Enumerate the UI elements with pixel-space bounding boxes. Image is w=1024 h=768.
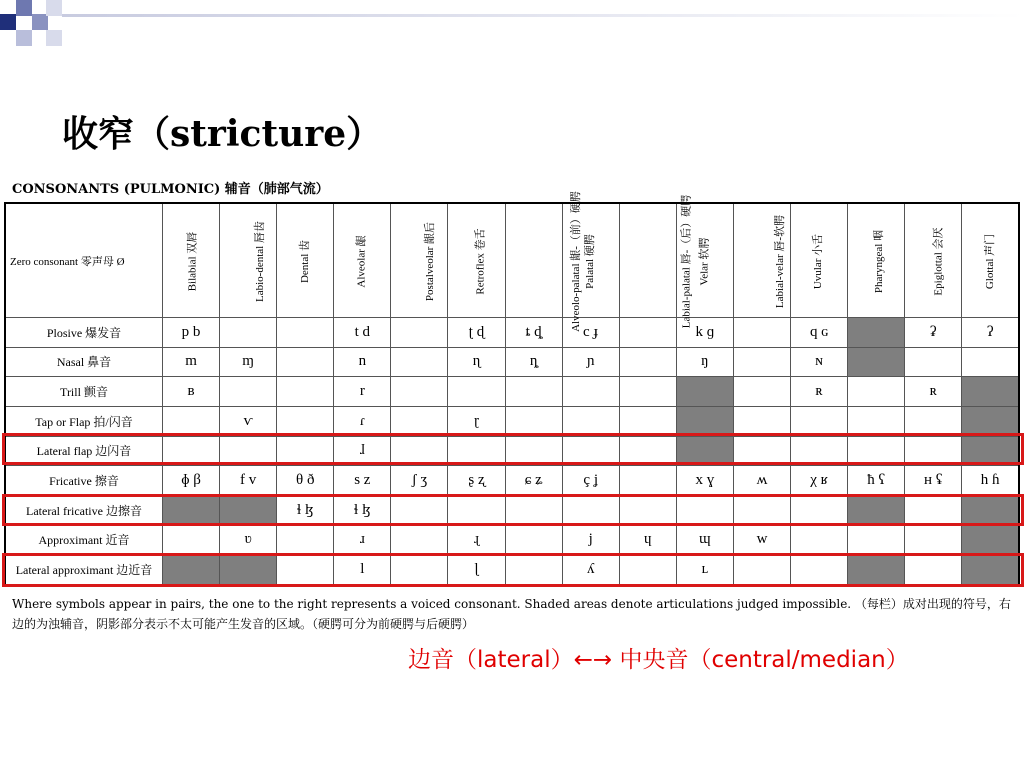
symbol-cell: ɴ <box>791 347 848 377</box>
column-header <box>220 203 277 318</box>
symbol-cell <box>391 347 448 377</box>
table-row <box>5 525 1019 555</box>
symbol-cell <box>277 347 334 377</box>
table-note: Where symbols appear in pairs, the one to the right represents a voiced consonant. Shaded areas denote articulations judged impossible. （每栏）成对出现的符号，右边的为浊辅音，阴影部分表示不太可能产生发音的区域。（硬腭可分为前硬腭与后硬腭） <box>12 597 1011 631</box>
row-header: Fricative 擦音 <box>5 466 163 496</box>
symbol-cell <box>277 377 334 407</box>
symbol-cell: ȵ <box>505 347 562 377</box>
column-header-label: Labial-palatal 唇-（后）硬腭 <box>680 194 692 329</box>
row-header: Trill 颤音 <box>5 377 163 407</box>
lateral-flap-highlight <box>2 433 1024 465</box>
symbol-cell: c ɟ <box>562 318 619 348</box>
symbol-cell: ɸ β <box>163 466 220 496</box>
symbol-cell <box>163 406 220 436</box>
symbol-cell <box>619 406 676 436</box>
symbol-cell <box>791 406 848 436</box>
symbol-cell: ħ ʕ <box>848 466 905 496</box>
column-header-label: Alveolar 龈 <box>355 235 368 288</box>
column-header-label: Palatal 硬腭 <box>584 234 597 289</box>
symbol-cell: θ ð <box>277 466 334 496</box>
ipa-consonant-table <box>4 191 1020 586</box>
symbol-cell: ʀ <box>905 377 962 407</box>
symbol-cell <box>619 377 676 407</box>
symbol-cell <box>277 525 334 555</box>
zero-consonant-label: Zero consonant 零声母 Ø <box>5 203 163 318</box>
symbol-cell: ⱱ <box>220 406 277 436</box>
shaded-cell <box>676 406 733 436</box>
table-caption: CONSONANTS (PULMONIC) 辅音（肺部气流） <box>12 182 329 197</box>
symbol-cell: ȶ ȡ <box>505 318 562 348</box>
symbol-cell: j <box>562 525 619 555</box>
column-header-label: Epiglottal 会厌 <box>932 227 945 296</box>
row-header: Approximant 近音 <box>5 525 163 555</box>
symbol-cell: m <box>163 347 220 377</box>
symbol-cell: p b <box>163 318 220 348</box>
symbol-cell <box>619 347 676 377</box>
corner-decoration <box>0 0 1024 60</box>
shaded-cell <box>848 347 905 377</box>
symbol-cell: ɰ <box>676 525 733 555</box>
symbol-cell: ɥ <box>619 525 676 555</box>
symbol-cell <box>505 406 562 436</box>
symbol-cell: ɬ ɮ <box>277 495 334 525</box>
symbol-cell: ɱ <box>220 347 277 377</box>
column-header <box>391 203 448 318</box>
symbol-cell: ʍ <box>733 466 790 496</box>
column-header <box>733 203 790 318</box>
symbol-cell <box>905 406 962 436</box>
column-header <box>277 203 334 318</box>
symbol-cell: ʃ ʒ <box>391 466 448 496</box>
shaded-cell <box>676 377 733 407</box>
column-header-label: Uvular 小舌 <box>812 233 825 290</box>
row-header: Lateral flap 边闪音 <box>5 436 163 466</box>
column-header <box>791 203 848 318</box>
row-header: Plosive 爆发音 <box>5 318 163 348</box>
symbol-cell: ɕ ʑ <box>505 466 562 496</box>
column-header <box>905 203 962 318</box>
column-header <box>848 203 905 318</box>
symbol-cell: ʙ <box>163 377 220 407</box>
lateral-fricative-highlight <box>2 494 1024 526</box>
symbol-cell <box>505 377 562 407</box>
symbol-cell: ɺ <box>334 436 391 466</box>
symbol-cell: l <box>334 555 391 586</box>
column-header <box>163 203 220 318</box>
symbol-cell: ʜ ʢ <box>905 466 962 496</box>
column-header-label: Alveolo-palatal 龈-（前）硬腭 <box>569 191 582 332</box>
symbol-cell <box>733 377 790 407</box>
symbol-cell <box>562 377 619 407</box>
symbol-cell: ʔ <box>962 318 1019 348</box>
symbol-cell: s z <box>334 466 391 496</box>
shaded-cell <box>848 318 905 348</box>
table-row <box>5 347 1019 377</box>
symbol-cell <box>277 406 334 436</box>
page-title: 收窄（stricture） <box>62 113 383 155</box>
symbol-cell: ʂ ʐ <box>448 466 505 496</box>
column-header-label: Glottal 声门 <box>983 233 996 290</box>
row-header: Lateral approximant 边近音 <box>5 555 163 586</box>
lateral-approximant-highlight <box>2 553 1024 587</box>
symbol-cell: x ɣ <box>676 466 733 496</box>
symbol-cell: r <box>334 377 391 407</box>
column-header-label: Dental 齿 <box>298 239 311 284</box>
symbol-cell <box>848 377 905 407</box>
symbol-cell <box>163 525 220 555</box>
symbol-cell <box>619 466 676 496</box>
symbol-cell: ɻ <box>448 525 505 555</box>
symbol-cell: ŋ <box>676 347 733 377</box>
symbol-cell <box>848 406 905 436</box>
symbol-cell <box>733 347 790 377</box>
symbol-cell: ɲ <box>562 347 619 377</box>
column-header-label: Postalveolar 龈后 <box>424 221 437 302</box>
symbol-cell <box>905 347 962 377</box>
shaded-cell <box>962 406 1019 436</box>
symbol-cell: f v <box>220 466 277 496</box>
symbol-cell: q ɢ <box>791 318 848 348</box>
symbol-cell: ɹ <box>334 525 391 555</box>
row-header: Lateral fricative 边擦音 <box>5 495 163 525</box>
symbol-cell: ɬ ɮ <box>334 495 391 525</box>
shaded-cell <box>962 525 1019 555</box>
column-header <box>448 203 505 318</box>
table-row <box>5 318 1019 348</box>
symbol-cell: ɾ <box>334 406 391 436</box>
symbol-cell <box>791 525 848 555</box>
symbol-cell <box>848 525 905 555</box>
column-header <box>334 203 391 318</box>
symbol-cell <box>220 377 277 407</box>
symbol-cell: t d <box>334 318 391 348</box>
column-header <box>962 203 1019 318</box>
symbol-cell <box>505 525 562 555</box>
symbol-cell: k ɡ <box>676 318 733 348</box>
symbol-cell <box>905 525 962 555</box>
symbol-cell <box>391 318 448 348</box>
symbol-cell: n <box>334 347 391 377</box>
symbol-cell <box>619 318 676 348</box>
row-header: Nasal 鼻音 <box>5 347 163 377</box>
row-header: Tap or Flap 拍/闪音 <box>5 406 163 436</box>
column-header <box>619 194 692 329</box>
symbol-cell: ç ʝ <box>562 466 619 496</box>
symbol-cell: ɭ <box>448 555 505 586</box>
symbol-cell: ʡ <box>905 318 962 348</box>
symbol-cell <box>733 318 790 348</box>
column-header-label: Bilabial 双唇 <box>186 231 199 292</box>
column-header-label: Retroflex 卷舌 <box>475 228 488 295</box>
column-header-label: Labial-velar 唇-软腭 <box>774 214 787 309</box>
lateral-central-caption: 边音（lateral）←→ 中央音（central/median） <box>408 647 909 673</box>
column-header-label: Labio-dental 唇齿 <box>254 221 267 302</box>
symbol-cell: w <box>733 525 790 555</box>
symbol-cell: ʋ <box>220 525 277 555</box>
symbol-cell: ɳ <box>448 347 505 377</box>
column-header-label: Pharyngeal 咽 <box>873 229 886 294</box>
symbol-cell <box>962 347 1019 377</box>
symbol-cell <box>220 318 277 348</box>
table-row <box>5 406 1019 436</box>
symbol-cell <box>391 406 448 436</box>
symbol-cell <box>391 377 448 407</box>
shaded-cell <box>962 377 1019 407</box>
symbol-cell: h ɦ <box>962 466 1019 496</box>
symbol-cell: ʈ ɖ <box>448 318 505 348</box>
symbol-cell <box>448 377 505 407</box>
symbol-cell <box>277 318 334 348</box>
table-row <box>5 377 1019 407</box>
symbol-cell: ɽ <box>448 406 505 436</box>
symbol-cell: ʀ <box>791 377 848 407</box>
symbol-cell: χ ʁ <box>791 466 848 496</box>
symbol-cell: ʎ <box>562 555 619 586</box>
symbol-cell <box>733 406 790 436</box>
table-row <box>5 466 1019 496</box>
symbol-cell <box>391 525 448 555</box>
column-header-label: Velar 软腭 <box>698 237 711 286</box>
symbol-cell: ʟ <box>676 555 733 586</box>
symbol-cell <box>562 406 619 436</box>
